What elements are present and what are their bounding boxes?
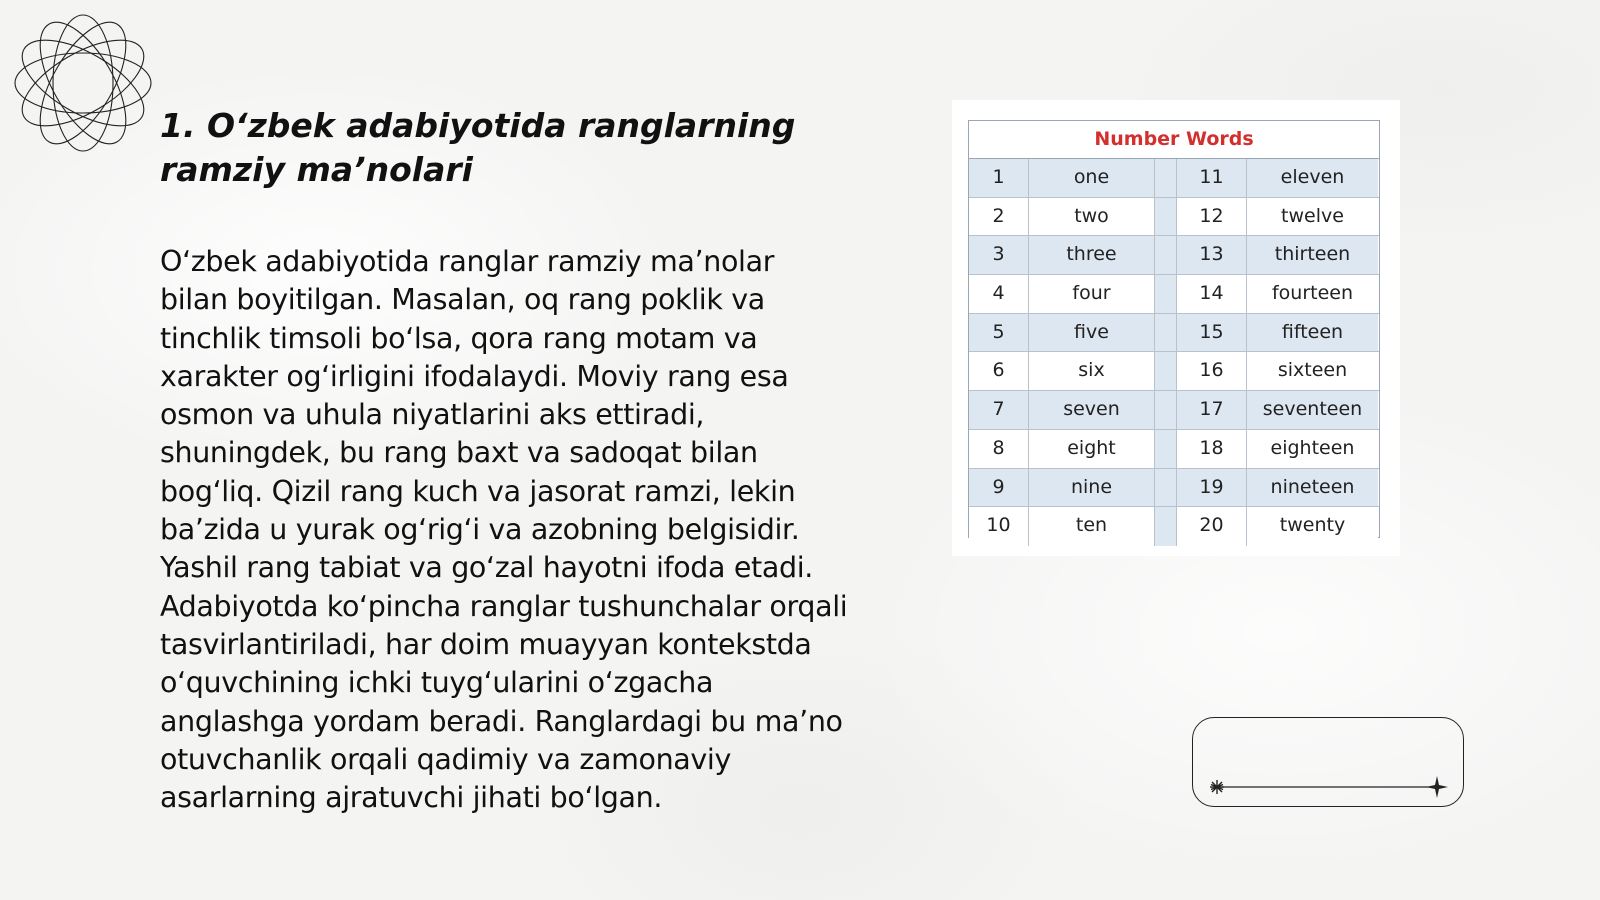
slide-title-line-2: ramziy maʼnolari bbox=[160, 150, 473, 189]
word-cell: five bbox=[1029, 314, 1155, 352]
slide-title-line-1: 1. Oʻzbek adabiyotida ranglarning bbox=[160, 106, 796, 145]
number-cell: 2 bbox=[969, 198, 1029, 236]
word-cell: sixteen bbox=[1247, 352, 1378, 390]
word-cell: fifteen bbox=[1247, 314, 1378, 352]
column-gap bbox=[1155, 469, 1177, 507]
pill-line-graphic bbox=[1193, 718, 1465, 808]
number-cell: 19 bbox=[1177, 469, 1247, 507]
table-row bbox=[969, 430, 1379, 469]
word-cell: eleven bbox=[1247, 159, 1378, 197]
number-words-image bbox=[952, 100, 1400, 556]
number-cell: 8 bbox=[969, 430, 1029, 468]
number-cell: 12 bbox=[1177, 198, 1247, 236]
word-cell: four bbox=[1029, 275, 1155, 313]
interlaced-circles-icon bbox=[10, 10, 156, 156]
column-gap bbox=[1155, 430, 1177, 468]
slide-title bbox=[160, 104, 880, 192]
number-cell: 14 bbox=[1177, 275, 1247, 313]
number-cell: 15 bbox=[1177, 314, 1247, 352]
table-row bbox=[969, 275, 1379, 314]
word-cell: eighteen bbox=[1247, 430, 1378, 468]
number-cell: 18 bbox=[1177, 430, 1247, 468]
number-cell: 20 bbox=[1177, 507, 1247, 546]
number-cell: 17 bbox=[1177, 391, 1247, 429]
column-gap bbox=[1155, 352, 1177, 390]
word-cell: one bbox=[1029, 159, 1155, 197]
word-cell: twelve bbox=[1247, 198, 1378, 236]
column-gap bbox=[1155, 314, 1177, 352]
number-cell: 16 bbox=[1177, 352, 1247, 390]
number-cell: 5 bbox=[969, 314, 1029, 352]
column-gap bbox=[1155, 236, 1177, 274]
number-cell: 7 bbox=[969, 391, 1029, 429]
number-words-table bbox=[968, 120, 1380, 538]
sparkle-icon bbox=[1426, 776, 1448, 798]
word-cell: twenty bbox=[1247, 507, 1378, 546]
table-row bbox=[969, 198, 1379, 237]
table-row bbox=[969, 159, 1379, 198]
word-cell: seventeen bbox=[1247, 391, 1378, 429]
column-gap bbox=[1155, 507, 1177, 546]
table-row bbox=[969, 507, 1379, 546]
word-cell: three bbox=[1029, 236, 1155, 274]
table-row bbox=[969, 391, 1379, 430]
column-gap bbox=[1155, 391, 1177, 429]
word-cell: eight bbox=[1029, 430, 1155, 468]
column-gap bbox=[1155, 198, 1177, 236]
word-cell: ten bbox=[1029, 507, 1155, 546]
number-cell: 11 bbox=[1177, 159, 1247, 197]
table-body bbox=[969, 159, 1379, 546]
number-cell: 1 bbox=[969, 159, 1029, 197]
number-cell: 9 bbox=[969, 469, 1029, 507]
column-gap bbox=[1155, 275, 1177, 313]
decorative-pill bbox=[1192, 717, 1464, 807]
number-cell: 10 bbox=[969, 507, 1029, 546]
starburst-icon bbox=[1210, 780, 1224, 794]
word-cell: nineteen bbox=[1247, 469, 1378, 507]
word-cell: thirteen bbox=[1247, 236, 1378, 274]
word-cell: fourteen bbox=[1247, 275, 1378, 313]
number-cell: 4 bbox=[969, 275, 1029, 313]
table-row bbox=[969, 469, 1379, 508]
table-row bbox=[969, 314, 1379, 353]
word-cell: nine bbox=[1029, 469, 1155, 507]
slide-body-text: Oʻzbek adabiyotida ranglar ramziy maʼnolar bilan boyitilgan. Masalan, oq rang poklik va tinchlik timsoli boʻlsa, qora rang motam va xarakter ogʻirligini ifodalaydi. Moviy rang esa osmon va uhula niyatlarini aks ettiradi, shuningdek, bu rang baxt va sadoqat bilan bogʻliq. Qizil rang kuch va jasorat ramzi, lekin baʼzida u yurak ogʻrigʻi va azobning belgisidir. Yashil rang tabiat va goʻzal hayotni ifoda etadi. Adabiyotda koʻpincha ranglar tushunchalar orqali tasvirlantiriladi, har doim muayyan kontekstda oʻquvchining ichki tuygʻularini oʻzgacha anglashga yordam beradi. Ranglardagi bu maʼno otuvchanlik orqali qadimiy va zamonaviy asarlarning ajratuvchi jihati boʻlgan. bbox=[160, 245, 848, 815]
number-cell: 13 bbox=[1177, 236, 1247, 274]
column-gap bbox=[1155, 159, 1177, 197]
word-cell: six bbox=[1029, 352, 1155, 390]
number-cell: 6 bbox=[969, 352, 1029, 390]
word-cell: two bbox=[1029, 198, 1155, 236]
table-row bbox=[969, 236, 1379, 275]
word-cell: seven bbox=[1029, 391, 1155, 429]
table-title: Number Words bbox=[969, 121, 1379, 159]
number-cell: 3 bbox=[969, 236, 1029, 274]
table-row bbox=[969, 352, 1379, 391]
